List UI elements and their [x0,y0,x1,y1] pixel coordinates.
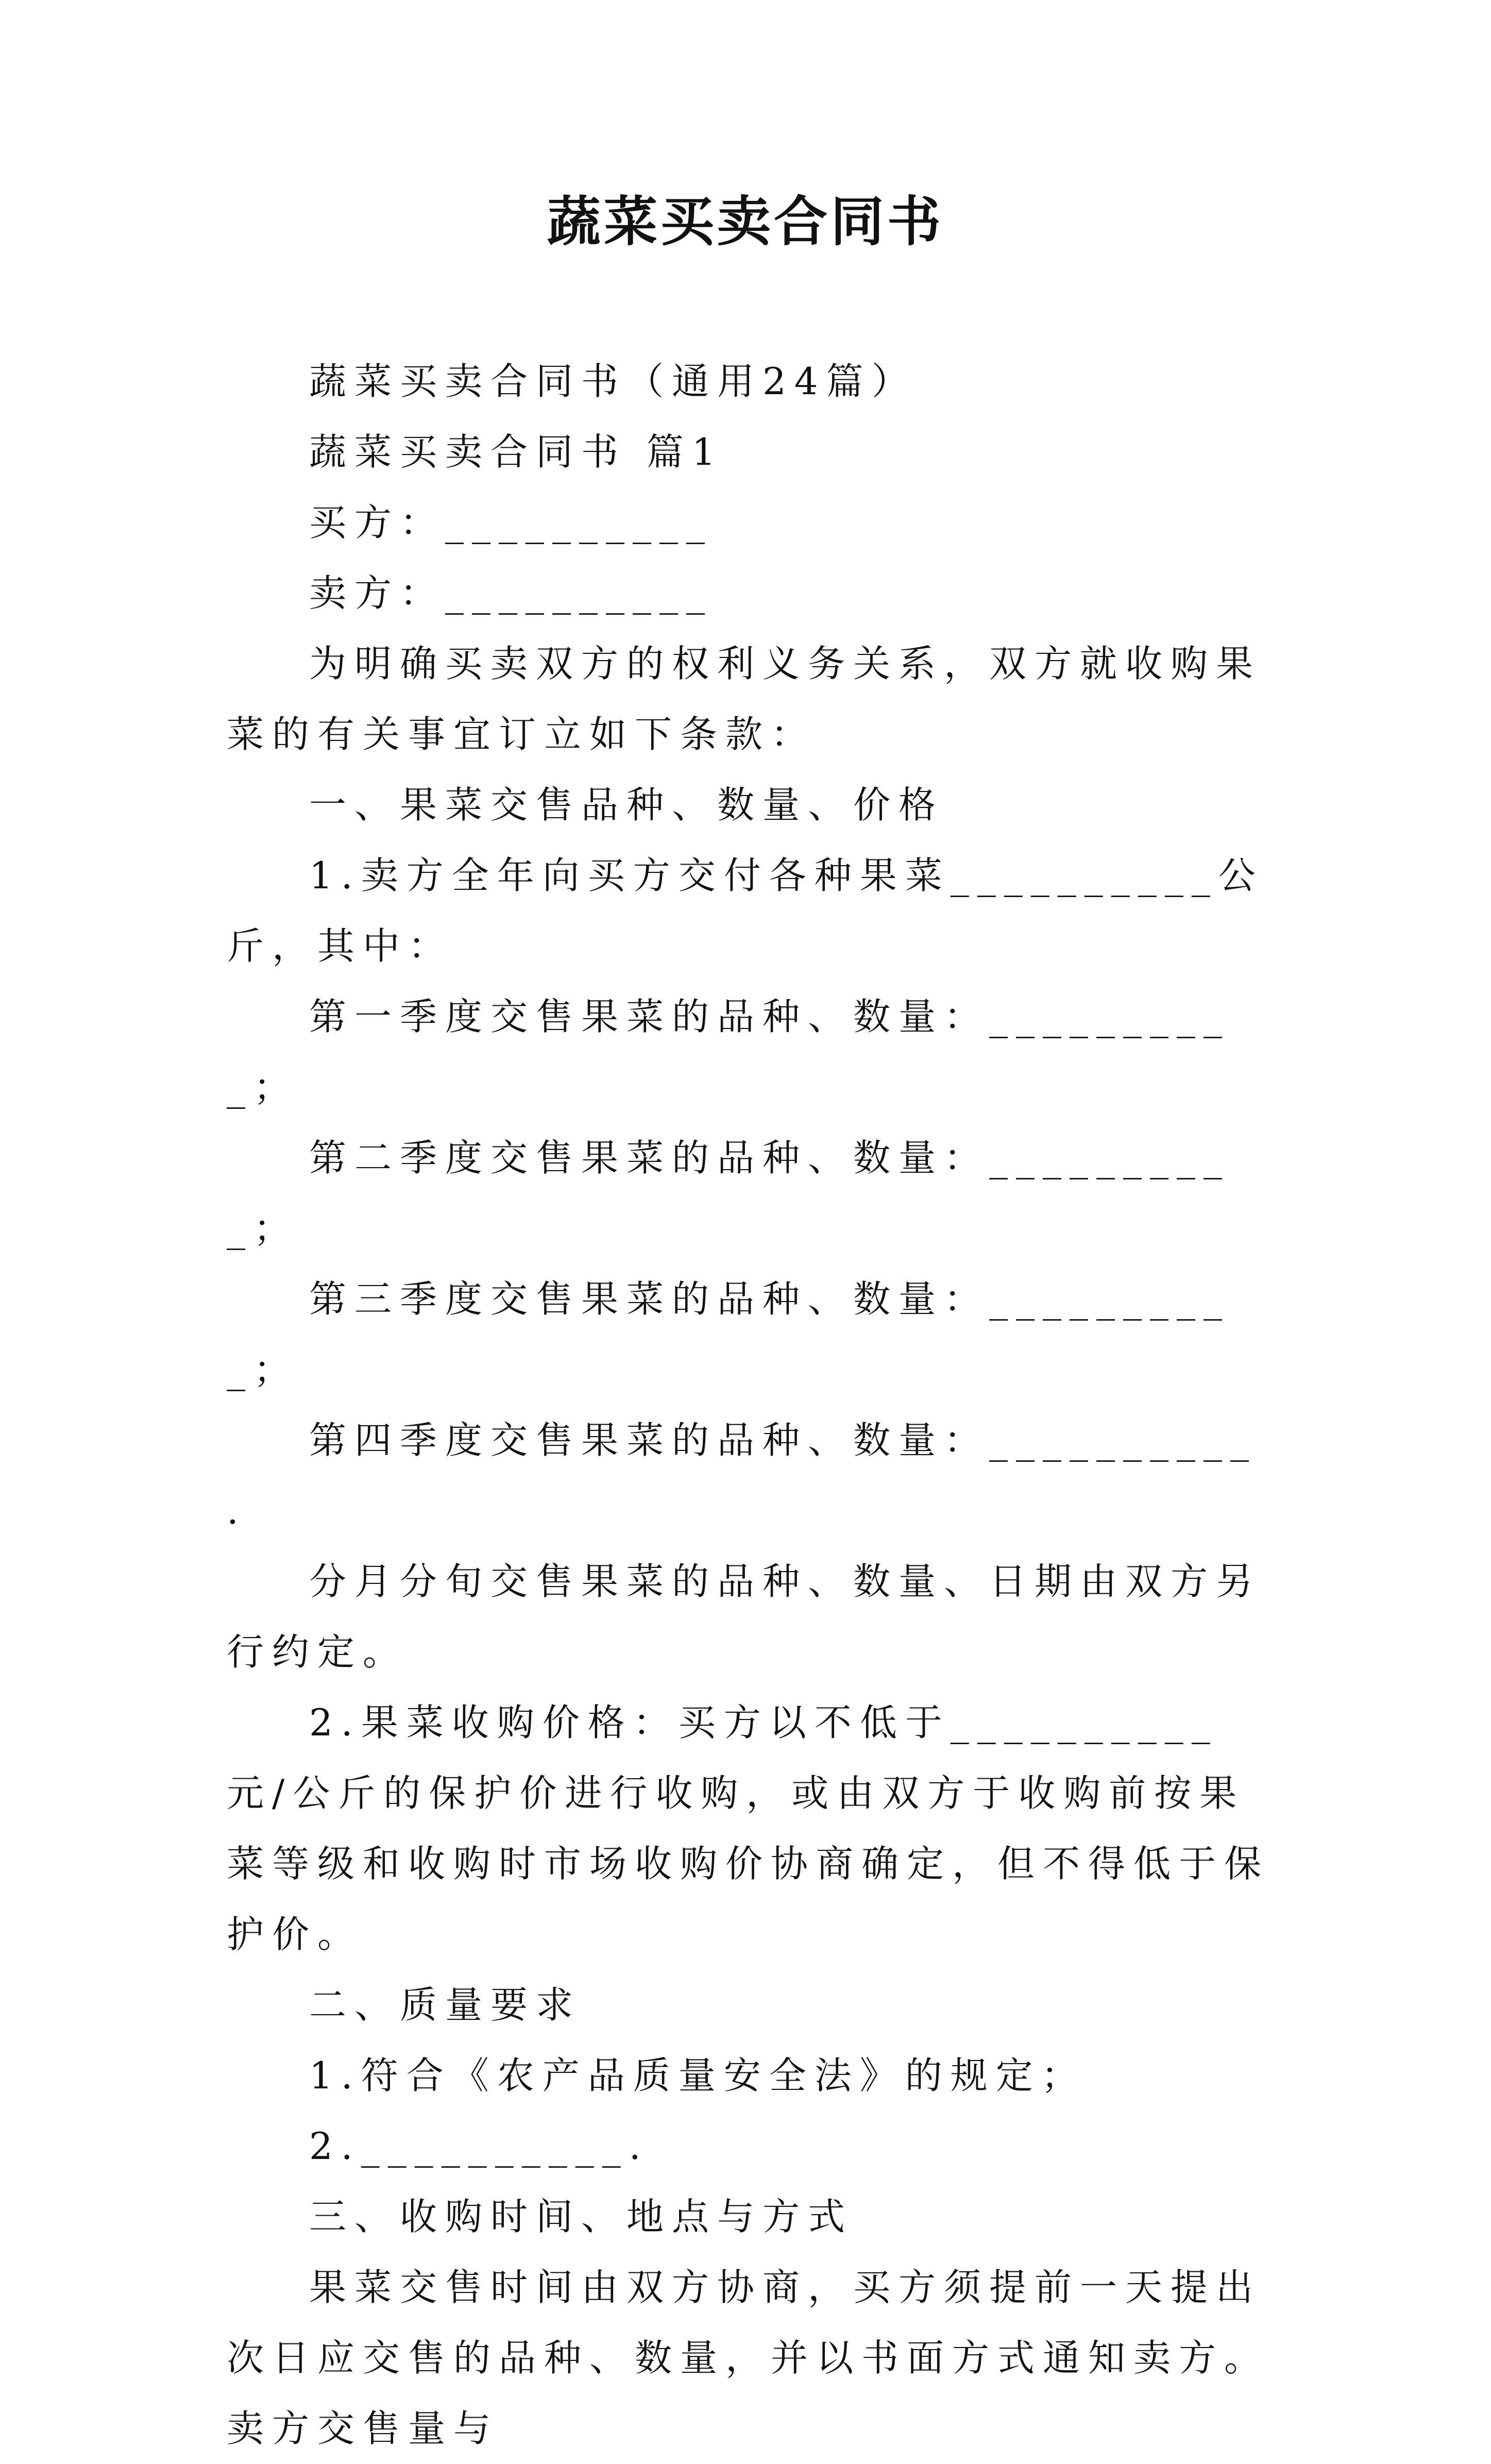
document-body [227,346,1278,2464]
quarter-line-4: 第四季度交售果菜的品种、数量：__________ . [227,1419,1258,1532]
quarter-line-1: 第一季度交售果菜的品种、数量：__________； [227,995,1231,1109]
clause-heading-1: 一、果菜交售品种、数量、价格 [309,783,944,826]
clause-item: 1.卖方全年向买方交付各种果菜__________公斤，其中： [227,854,1264,968]
document-title: 蔬菜买卖合同书 [547,190,944,253]
buyer-line: 买方：__________ [309,501,714,544]
quarter-line-2: 第二季度交售果菜的品种、数量：__________； [227,1136,1231,1250]
preamble-paragraph: 为明确买卖双方的权利义务关系，双方就收购果菜的有关事宜订立如下条款： [227,642,1262,756]
clause-heading-3: 三、收购时间、地点与方式 [309,2195,854,2238]
section-heading: 蔬菜买卖合同书 篇1 [309,430,724,474]
delivery-paragraph: 果菜交售时间由双方协商，买方须提前一天提出次日应交售的品种、数量，并以书面方式通知卖方。卖方交售量与 [227,2266,1270,2450]
clause-heading-2: 二、质量要求 [309,1983,582,2027]
seller-line: 卖方：__________ [309,571,714,615]
quarter-line-3: 第三季度交售果菜的品种、数量：__________； [227,1277,1231,1391]
quality-item-2: 2.__________. [309,2124,649,2168]
quality-item-1: 1.符合《农产品质量安全法》的规定； [309,2054,1087,2097]
subtitle-line: 蔬菜买卖合同书（通用24篇） [309,360,917,403]
price-paragraph: 2.果菜收购价格：买方以不低于__________元/公斤的保护价进行收购，或由双方于收购前按果菜等级和收购时市场收购价协商确定，但不得低于保护价。 [227,1701,1270,1956]
schedule-paragraph: 分月分旬交售果菜的品种、数量、日期由双方另行约定。 [227,1560,1262,1674]
